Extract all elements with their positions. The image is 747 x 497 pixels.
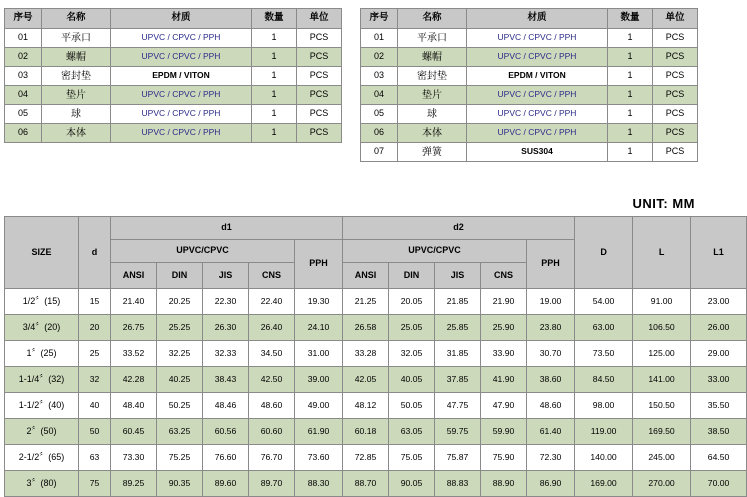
- cell-d1-ansi: 60.45: [111, 419, 157, 445]
- cell-unit: PCS: [297, 86, 342, 105]
- cell-d1-ansi: 73.30: [111, 445, 157, 471]
- cell-d1-jis: 22.30: [203, 289, 249, 315]
- table-row: [361, 67, 698, 86]
- cell-size: 1-1/4〞(32): [5, 367, 79, 393]
- cell-size: 1-1/2〞(40): [5, 393, 79, 419]
- cell-material: UPVC / CPVC / PPH: [467, 124, 608, 143]
- cell-d2-din: 32.05: [389, 341, 435, 367]
- cell-name: 平承口: [42, 29, 111, 48]
- cell-L1: 70.00: [691, 471, 747, 497]
- cell-unit: PCS: [653, 86, 698, 105]
- cell-d2-cns: 47.90: [481, 393, 527, 419]
- cell-unit: PCS: [297, 48, 342, 67]
- header-material: 材质: [111, 9, 252, 29]
- cell-material: UPVC / CPVC / PPH: [467, 86, 608, 105]
- cell-d1-din: 90.35: [157, 471, 203, 497]
- header-L1: L1: [691, 217, 747, 289]
- cell-unit: PCS: [653, 67, 698, 86]
- cell-d1-jis: 38.43: [203, 367, 249, 393]
- cell-d1-cns: 42.50: [249, 367, 295, 393]
- table-header-row: [361, 9, 698, 29]
- header-row-groups: [5, 217, 747, 240]
- header-unit: 单位: [297, 9, 342, 29]
- table-row: [5, 289, 747, 315]
- cell-material: EPDM / VITON: [111, 67, 252, 86]
- cell-no: 01: [361, 29, 398, 48]
- header-std-d2-jis: JIS: [435, 263, 481, 289]
- table-row: [5, 315, 747, 341]
- cell-d2-jis: 88.83: [435, 471, 481, 497]
- cell-d1-cns: 89.70: [249, 471, 295, 497]
- dimension-table: [4, 216, 747, 497]
- cell-no: 05: [5, 105, 42, 124]
- cell-unit: PCS: [653, 48, 698, 67]
- cell-name: 垫片: [42, 86, 111, 105]
- table-row: [5, 341, 747, 367]
- cell-d1-ansi: 33.52: [111, 341, 157, 367]
- cell-material: UPVC / CPVC / PPH: [111, 124, 252, 143]
- cell-name: 球: [398, 105, 467, 124]
- cell-size: 2-1/2〞(65): [5, 445, 79, 471]
- cell-name: 本体: [398, 124, 467, 143]
- cell-material: UPVC / CPVC / PPH: [111, 86, 252, 105]
- cell-qty: 1: [608, 143, 653, 162]
- cell-L: 245.00: [633, 445, 691, 471]
- unit-label: UNIT: MM: [632, 196, 695, 211]
- table-row: [361, 29, 698, 48]
- cell-d: 25: [79, 341, 111, 367]
- cell-name: 密封垫: [398, 67, 467, 86]
- cell-D: 98.00: [575, 393, 633, 419]
- table-row: [5, 105, 342, 124]
- table-row: [361, 143, 698, 162]
- cell-d2-ansi: 48.12: [343, 393, 389, 419]
- cell-d2-jis: 59.75: [435, 419, 481, 445]
- cell-d1-pph: 73.60: [295, 445, 343, 471]
- cell-unit: PCS: [297, 29, 342, 48]
- cell-d1-jis: 89.60: [203, 471, 249, 497]
- cell-d2-ansi: 60.18: [343, 419, 389, 445]
- cell-L: 106.50: [633, 315, 691, 341]
- cell-d1-din: 20.25: [157, 289, 203, 315]
- cell-qty: 1: [252, 124, 297, 143]
- cell-d1-din: 32.25: [157, 341, 203, 367]
- cell-d2-pph: 23.80: [527, 315, 575, 341]
- table-row: [5, 67, 342, 86]
- cell-d2-din: 90.05: [389, 471, 435, 497]
- cell-d1-jis: 48.46: [203, 393, 249, 419]
- cell-d1-cns: 34.50: [249, 341, 295, 367]
- cell-qty: 1: [608, 48, 653, 67]
- header-d2: d2: [343, 217, 575, 240]
- cell-d2-cns: 88.90: [481, 471, 527, 497]
- cell-d1-pph: 61.90: [295, 419, 343, 445]
- parts-table-left: [4, 8, 342, 143]
- dimension-table-body: [5, 289, 747, 497]
- cell-L1: 23.00: [691, 289, 747, 315]
- cell-unit: PCS: [297, 105, 342, 124]
- header-qty: 数量: [608, 9, 653, 29]
- cell-qty: 1: [608, 124, 653, 143]
- cell-d1-ansi: 21.40: [111, 289, 157, 315]
- cell-material: UPVC / CPVC / PPH: [467, 48, 608, 67]
- cell-d1-cns: 60.60: [249, 419, 295, 445]
- cell-d2-ansi: 72.85: [343, 445, 389, 471]
- header-size: SIZE: [5, 217, 79, 289]
- cell-D: 119.00: [575, 419, 633, 445]
- cell-qty: 1: [608, 105, 653, 124]
- header-d1-pph: PPH: [295, 240, 343, 289]
- cell-material: UPVC / CPVC / PPH: [467, 29, 608, 48]
- header-d2-pph: PPH: [527, 240, 575, 289]
- cell-d1-ansi: 48.40: [111, 393, 157, 419]
- cell-d2-cns: 75.90: [481, 445, 527, 471]
- cell-d2-ansi: 42.05: [343, 367, 389, 393]
- cell-d1-cns: 26.40: [249, 315, 295, 341]
- cell-L1: 35.50: [691, 393, 747, 419]
- cell-qty: 1: [608, 67, 653, 86]
- table-row: [5, 419, 747, 445]
- cell-L: 141.00: [633, 367, 691, 393]
- cell-qty: 1: [608, 29, 653, 48]
- cell-d2-din: 63.05: [389, 419, 435, 445]
- table-row: [361, 48, 698, 67]
- cell-d1-ansi: 42.28: [111, 367, 157, 393]
- header-d1: d1: [111, 217, 343, 240]
- cell-d: 75: [79, 471, 111, 497]
- cell-L: 150.50: [633, 393, 691, 419]
- cell-size: 1〞(25): [5, 341, 79, 367]
- cell-name: 密封垫: [42, 67, 111, 86]
- cell-d: 32: [79, 367, 111, 393]
- parts-table-right-body: [361, 9, 698, 162]
- cell-D: 140.00: [575, 445, 633, 471]
- cell-name: 螺帽: [398, 48, 467, 67]
- cell-d2-din: 50.05: [389, 393, 435, 419]
- cell-d2-jis: 37.85: [435, 367, 481, 393]
- cell-no: 05: [361, 105, 398, 124]
- cell-unit: PCS: [653, 143, 698, 162]
- cell-L1: 64.50: [691, 445, 747, 471]
- cell-d2-din: 75.05: [389, 445, 435, 471]
- table-row: [5, 86, 342, 105]
- cell-d2-jis: 75.87: [435, 445, 481, 471]
- cell-size: 3〞(80): [5, 471, 79, 497]
- cell-name: 本体: [42, 124, 111, 143]
- cell-d2-pph: 30.70: [527, 341, 575, 367]
- header-std-d1-ansi: ANSI: [111, 263, 157, 289]
- cell-d: 15: [79, 289, 111, 315]
- cell-D: 84.50: [575, 367, 633, 393]
- header-std-d2-din: DIN: [389, 263, 435, 289]
- cell-L: 91.00: [633, 289, 691, 315]
- table-row: [5, 29, 342, 48]
- cell-name: 平承口: [398, 29, 467, 48]
- cell-d1-pph: 49.00: [295, 393, 343, 419]
- cell-no: 06: [5, 124, 42, 143]
- cell-d2-pph: 72.30: [527, 445, 575, 471]
- cell-material: EPDM / VITON: [467, 67, 608, 86]
- table-row: [5, 471, 747, 497]
- cell-d1-jis: 76.60: [203, 445, 249, 471]
- cell-D: 54.00: [575, 289, 633, 315]
- cell-d1-pph: 31.00: [295, 341, 343, 367]
- cell-d2-pph: 48.60: [527, 393, 575, 419]
- cell-size: 3/4〞(20): [5, 315, 79, 341]
- cell-L: 125.00: [633, 341, 691, 367]
- cell-d2-jis: 25.85: [435, 315, 481, 341]
- table-header-row: [5, 9, 342, 29]
- cell-no: 01: [5, 29, 42, 48]
- header-d: d: [79, 217, 111, 289]
- dimension-table-head: [5, 217, 747, 289]
- cell-d2-ansi: 26.58: [343, 315, 389, 341]
- table-row: [361, 105, 698, 124]
- cell-d1-din: 63.25: [157, 419, 203, 445]
- cell-d: 40: [79, 393, 111, 419]
- table-row: [5, 367, 747, 393]
- cell-d2-pph: 86.90: [527, 471, 575, 497]
- header-no: 序号: [5, 9, 42, 29]
- cell-L1: 26.00: [691, 315, 747, 341]
- cell-d2-din: 20.05: [389, 289, 435, 315]
- header-no: 序号: [361, 9, 398, 29]
- cell-name: 弹簧: [398, 143, 467, 162]
- cell-size: 1/2〞(15): [5, 289, 79, 315]
- header-std-d2-cns: CNS: [481, 263, 527, 289]
- table-row: [361, 124, 698, 143]
- cell-qty: 1: [252, 67, 297, 86]
- header-std-d1-din: DIN: [157, 263, 203, 289]
- cell-unit: PCS: [653, 29, 698, 48]
- cell-L1: 38.50: [691, 419, 747, 445]
- cell-no: 02: [5, 48, 42, 67]
- cell-D: 169.00: [575, 471, 633, 497]
- cell-no: 04: [361, 86, 398, 105]
- cell-D: 63.00: [575, 315, 633, 341]
- cell-d1-din: 25.25: [157, 315, 203, 341]
- cell-d1-pph: 19.30: [295, 289, 343, 315]
- table-row: [5, 445, 747, 471]
- cell-material: UPVC / CPVC / PPH: [111, 48, 252, 67]
- cell-d1-cns: 76.70: [249, 445, 295, 471]
- cell-no: 03: [361, 67, 398, 86]
- cell-d2-cns: 21.90: [481, 289, 527, 315]
- cell-d1-cns: 22.40: [249, 289, 295, 315]
- cell-d2-pph: 61.40: [527, 419, 575, 445]
- cell-d2-jis: 21.85: [435, 289, 481, 315]
- cell-d2-cns: 33.90: [481, 341, 527, 367]
- header-std-d1-cns: CNS: [249, 263, 295, 289]
- header-name: 名称: [42, 9, 111, 29]
- cell-name: 球: [42, 105, 111, 124]
- header-std-d1-jis: JIS: [203, 263, 249, 289]
- cell-no: 03: [5, 67, 42, 86]
- cell-d1-cns: 48.60: [249, 393, 295, 419]
- table-row: [361, 86, 698, 105]
- cell-d1-din: 50.25: [157, 393, 203, 419]
- cell-qty: 1: [252, 29, 297, 48]
- cell-d2-cns: 41.90: [481, 367, 527, 393]
- cell-d1-pph: 24.10: [295, 315, 343, 341]
- cell-d: 20: [79, 315, 111, 341]
- cell-no: 04: [5, 86, 42, 105]
- cell-d2-ansi: 33.28: [343, 341, 389, 367]
- table-row: [5, 124, 342, 143]
- cell-d: 50: [79, 419, 111, 445]
- header-d2-upvc: UPVC/CPVC: [343, 240, 527, 263]
- cell-d2-cns: 25.90: [481, 315, 527, 341]
- cell-material: SUS304: [467, 143, 608, 162]
- header-unit: 单位: [653, 9, 698, 29]
- cell-D: 73.50: [575, 341, 633, 367]
- cell-d1-ansi: 26.75: [111, 315, 157, 341]
- cell-d2-ansi: 88.70: [343, 471, 389, 497]
- cell-size: 2〞(50): [5, 419, 79, 445]
- cell-d2-pph: 19.00: [527, 289, 575, 315]
- header-D: D: [575, 217, 633, 289]
- cell-d1-jis: 26.30: [203, 315, 249, 341]
- parts-table-right: [360, 8, 698, 162]
- cell-d2-pph: 38.60: [527, 367, 575, 393]
- header-std-d2-ansi: ANSI: [343, 263, 389, 289]
- cell-name: 螺帽: [42, 48, 111, 67]
- cell-qty: 1: [608, 86, 653, 105]
- cell-d2-din: 25.05: [389, 315, 435, 341]
- cell-d1-din: 75.25: [157, 445, 203, 471]
- cell-unit: PCS: [653, 124, 698, 143]
- cell-unit: PCS: [653, 105, 698, 124]
- cell-no: 06: [361, 124, 398, 143]
- cell-d2-din: 40.05: [389, 367, 435, 393]
- cell-unit: PCS: [297, 124, 342, 143]
- cell-qty: 1: [252, 105, 297, 124]
- cell-material: UPVC / CPVC / PPH: [111, 29, 252, 48]
- cell-d1-din: 40.25: [157, 367, 203, 393]
- cell-d2-jis: 31.85: [435, 341, 481, 367]
- cell-d1-pph: 88.30: [295, 471, 343, 497]
- header-name: 名称: [398, 9, 467, 29]
- cell-d2-jis: 47.75: [435, 393, 481, 419]
- header-material: 材质: [467, 9, 608, 29]
- cell-qty: 1: [252, 86, 297, 105]
- cell-unit: PCS: [297, 67, 342, 86]
- header-L: L: [633, 217, 691, 289]
- cell-L: 169.50: [633, 419, 691, 445]
- parts-table-left-body: [5, 9, 342, 143]
- cell-d1-ansi: 89.25: [111, 471, 157, 497]
- header-d1-upvc: UPVC/CPVC: [111, 240, 295, 263]
- cell-L1: 29.00: [691, 341, 747, 367]
- header-qty: 数量: [252, 9, 297, 29]
- cell-d1-jis: 60.56: [203, 419, 249, 445]
- cell-material: UPVC / CPVC / PPH: [467, 105, 608, 124]
- cell-L1: 33.00: [691, 367, 747, 393]
- cell-d: 63: [79, 445, 111, 471]
- cell-material: UPVC / CPVC / PPH: [111, 105, 252, 124]
- cell-name: 垫片: [398, 86, 467, 105]
- cell-no: 07: [361, 143, 398, 162]
- cell-d2-cns: 59.90: [481, 419, 527, 445]
- cell-qty: 1: [252, 48, 297, 67]
- table-row: [5, 48, 342, 67]
- cell-L: 270.00: [633, 471, 691, 497]
- table-row: [5, 393, 747, 419]
- cell-d2-ansi: 21.25: [343, 289, 389, 315]
- cell-no: 02: [361, 48, 398, 67]
- cell-d1-pph: 39.00: [295, 367, 343, 393]
- cell-d1-jis: 32.33: [203, 341, 249, 367]
